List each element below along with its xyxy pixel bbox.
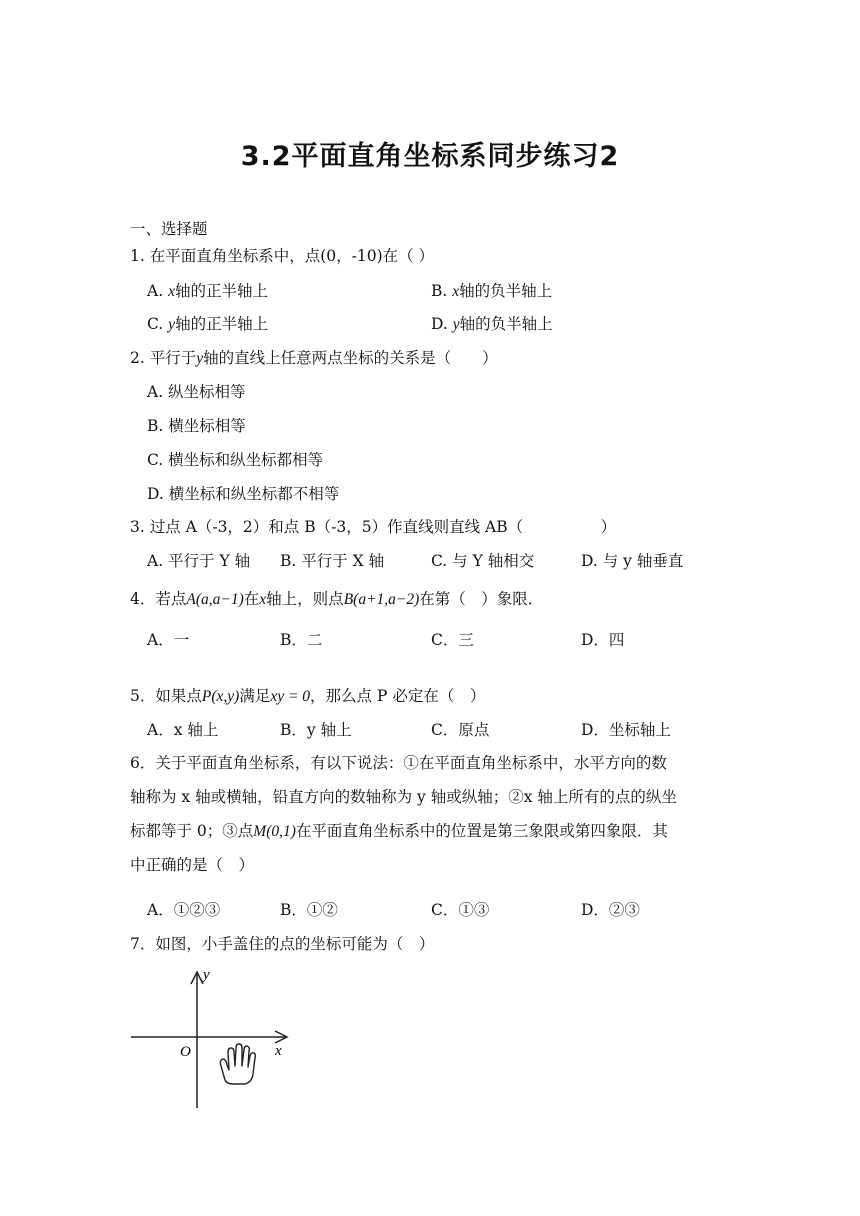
q5-option-b: B．y 轴上 [280,721,352,739]
origin-label: O [180,1044,191,1060]
math-expr: xy = 0 [270,688,311,705]
page-title: 3.2平面直角坐标系同步练习2 [240,141,620,172]
coordinate-figure [125,962,295,1114]
section-heading: 一、选择题 [130,220,208,238]
q4-option-c: C．三 [431,631,474,649]
q1-option-a: A. x轴的正半轴上 [147,282,268,300]
q2-option-d: D. 横坐标和纵坐标都不相等 [147,485,340,503]
math-expr: P(x,y) [201,688,240,705]
question-4-stem: 4．若点A(a,a−1)在x轴上，则点B(a+1,a−2)在第（ ）象限． [130,590,544,608]
q5-option-d: D．坐标轴上 [581,721,671,739]
q2-option-c: C. 横坐标和纵坐标都相等 [147,451,324,469]
q6-option-c: C．①③ [431,901,490,919]
q3-option-a: A. 平行于 Y 轴 [147,552,251,570]
q6-option-b: B．①② [280,901,338,919]
question-1-stem: 1. 在平面直角坐标系中，点(0，-10)在（ ） [130,247,435,265]
question-7-stem: 7．如图，小手盖住的点的坐标可能为（ ） [130,935,435,953]
question-6-line-3: 标都等于 0；③点M(0,1)在平面直角坐标系中的位置是第三象限或第四象限．其 [130,822,668,840]
question-5-stem: 5．如果点P(x,y)满足xy = 0，那么点 P 必定在（ ） [130,687,486,705]
q6-option-d: D．②③ [581,901,640,919]
q1-option-b: B. x轴的负半轴上 [431,282,553,300]
q4-option-d: D．四 [581,631,625,649]
math-expr: A(a,a−1) [186,591,244,608]
x-axis-label: x [275,1043,282,1059]
q5-option-a: A．x 轴上 [147,721,219,739]
q1-option-d: D. y轴的负半轴上 [431,315,553,333]
question-6-line-1: 6．关于平面直角坐标系，有以下说法：①在平面直角坐标系中，水平方向的数 [130,754,667,772]
q6-option-a: A．①②③ [147,901,221,919]
q2-option-a: A. 纵坐标相等 [147,383,246,401]
q3-option-b: B. 平行于 X 轴 [280,552,385,570]
q1-option-c: C. y轴的正半轴上 [147,315,269,333]
question-2-stem: 2. 平行于y轴的直线上任意两点坐标的关系是（ ） [130,349,498,367]
q5-option-c: C．原点 [431,721,490,739]
q3-option-d: D. 与 y 轴垂直 [581,552,684,570]
math-expr: M(0,1) [253,823,296,840]
question-6-line-4: 中正确的是（ ） [130,856,255,874]
q2-option-b: B. 横坐标相等 [147,417,246,435]
math-expr: B(a+1,a−2) [343,591,420,608]
question-3-stem: 3. 过点 A（-3，2）和点 B（-3，5）作直线则直线 AB（ ） [130,518,617,536]
question-6-line-2: 轴称为 x 轴或横轴，铅直方向的数轴称为 y 轴或纵轴；②x 轴上所有的点的纵坐 [130,788,677,806]
q3-option-c: C. 与 Y 轴相交 [431,552,535,570]
q4-option-a: A．一 [147,631,190,649]
hand-icon [220,1044,255,1084]
y-axis-label: y [203,967,210,983]
q4-option-b: B．二 [280,631,323,649]
